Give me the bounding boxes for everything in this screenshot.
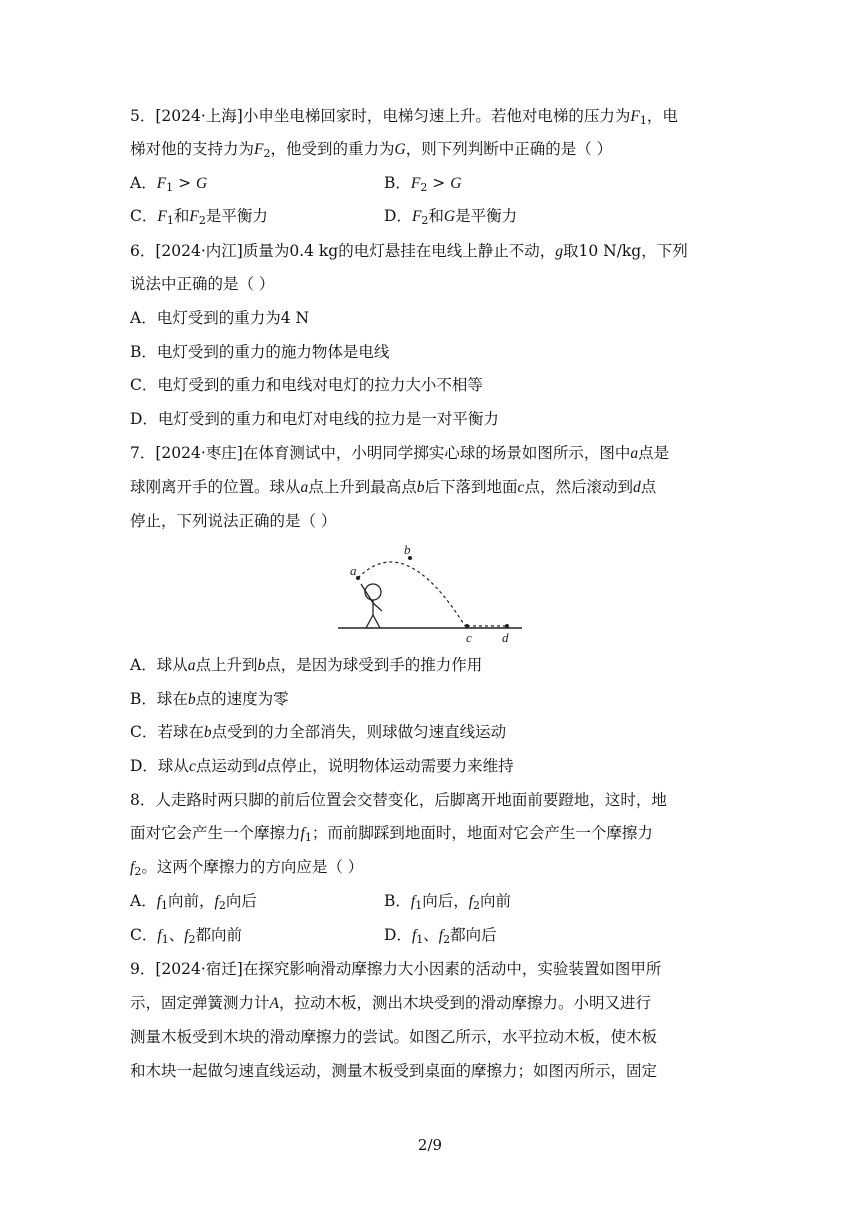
math-subscript: 2 [263, 147, 271, 160]
point-d-dot [505, 624, 509, 628]
q5-option-c: C．$F_1$和$F_2$是平衡力 [130, 207, 268, 227]
math-symbol: f [468, 893, 474, 910]
q6-line-2: 说法中正确的是（ ） [130, 275, 275, 293]
q9-line-2: 示，固定弹簧测力计A，拉动木板，测出木块受到的滑动摩擦力。小明又进行 [130, 994, 651, 1012]
q7-line-2: 球刚离开手的位置。球从a点上升到最高点b后下落到地面c点，然后滚动到d点 [130, 478, 657, 496]
math-symbol: a [187, 657, 196, 674]
math-symbol: G [394, 141, 406, 158]
q9-line-4: 和木块一起做匀速直线运动，测量木板受到桌面的摩擦力；如图丙所示，固定 [130, 1062, 658, 1080]
label-c: c [466, 630, 472, 645]
math-subscript: 1 [415, 899, 423, 912]
math-symbol: G [196, 175, 208, 192]
math-symbol: G [450, 175, 462, 192]
math-subscript: 1 [161, 933, 169, 946]
q6-option-b: B．电灯受到的重力的施力物体是电线 [130, 343, 390, 361]
math-symbol: f [214, 893, 219, 910]
math-symbol: g [555, 243, 563, 260]
math-symbol: a [630, 445, 639, 462]
math-subscript: 2 [443, 933, 451, 946]
math-symbol: a [300, 479, 309, 496]
math-subscript: 2 [421, 214, 429, 227]
q7-option-c: C．若球在b点受到的力全部消失，则球做匀速直线运动 [130, 723, 507, 741]
math-symbol: G [443, 208, 456, 225]
q7-option-d: D．球从c点运动到d点停止，说明物体运动需要力来维持 [130, 757, 514, 775]
q8-line-1: 8．人走路时两只脚的前后位置会交替变化，后脚离开地面前要蹬地，这时，地 [130, 791, 667, 809]
math-symbol: f [411, 927, 417, 944]
math-symbol: f [410, 893, 416, 910]
math-symbol: F [410, 175, 421, 192]
math-symbol: b [203, 724, 212, 741]
q7-option-b: B．球在b点的速度为零 [130, 690, 289, 708]
math-symbol: F [189, 208, 199, 225]
math-subscript: 1 [416, 933, 424, 946]
math-symbol: F [411, 208, 422, 225]
math-symbol: d [632, 479, 641, 496]
math-symbol: f [156, 893, 162, 910]
math-subscript: 1 [639, 114, 647, 127]
math-symbol: c [188, 758, 196, 775]
q5-option-b: B．$F_2 > G$ [384, 174, 462, 194]
q8-option-d: D．$f_1$、$f_2$都向后 [384, 926, 497, 946]
label-d: d [502, 630, 509, 645]
q8-line-3: $f_2$。这两个摩擦力的方向应是（ ） [130, 858, 364, 878]
q5-line-2: 梯对他的支持力为$F_2$，他受到的重力为G，则下列判断中正确的是（ ） [130, 140, 613, 160]
point-a-dot [356, 576, 360, 580]
q5-option-d: D．$F_2$和G是平衡力 [384, 207, 518, 227]
math-subscript: 1 [166, 214, 174, 227]
math-symbol: A [269, 995, 279, 1012]
label-a: a [350, 563, 357, 578]
q6-option-c: C．电灯受到的重力和电线对电灯的拉力大小不相等 [130, 376, 483, 394]
q7-option-a: A．球从a点上升到b点，是因为球受到手的推力作用 [130, 656, 483, 674]
q9-line-3: 测量木板受到木块的滑动摩擦力的尝试。如图乙所示，水平拉动木板，使木板 [130, 1028, 658, 1046]
math-symbol: b [187, 691, 196, 708]
math-symbol: f [438, 927, 444, 944]
q7-line-3: 停止，下列说法正确的是（ ） [130, 512, 337, 530]
math-subscript: 2 [134, 865, 142, 878]
q8-option-b: B．$f_1$向后，$f_2$向前 [384, 892, 512, 912]
math-subscript: 1 [304, 831, 312, 844]
math-symbol: f [130, 859, 135, 876]
math-subscript: 1 [161, 899, 169, 912]
math-symbol: b [257, 657, 266, 674]
q8-option-a: A．$f_1$向前，$f_2$向后 [130, 892, 257, 912]
math-symbol: F [254, 141, 264, 158]
math-symbol: b [416, 479, 425, 496]
student-figure [361, 584, 382, 628]
math-symbol: c [517, 479, 525, 496]
q5-line-1: 5．[2024·上海]小申坐电梯回家时，电梯匀速上升。若他对电梯的压力为$F_1$，电 [130, 107, 678, 127]
math-subscript: 2 [218, 899, 226, 912]
math-symbol: F [156, 175, 167, 192]
q8-line-2: 面对它会产生一个摩擦力$f_1$；而前脚踩到地面时，地面对它会产生一个摩擦力 [130, 824, 653, 844]
math-symbol: f [157, 927, 162, 944]
math-symbol: f [300, 825, 305, 842]
q7-line-1: 7．[2024·枣庄]在体育测试中，小明同学掷实心球的场景如图所示，图中a点是 [130, 444, 670, 462]
math-subscript: 2 [420, 181, 428, 194]
q9-line-1: 9．[2024·宿迁]在探究影响滑动摩擦力大小因素的活动中，实验装置如图甲所 [130, 960, 662, 978]
q6-line-1: 6．[2024·内江]质量为0.4 kg的电灯悬挂在电线上静止不动，g取10 N/kg，下列 [130, 242, 688, 260]
q5-option-a: A．$F_1 > G$ [130, 174, 208, 194]
math-subscript: 2 [198, 214, 206, 227]
q6-option-a: A．电灯受到的重力为4 N [130, 309, 310, 327]
point-c-dot [465, 624, 469, 628]
math-subscript: 1 [166, 181, 174, 194]
math-symbol: F [157, 208, 167, 225]
math-subscript: 2 [188, 933, 196, 946]
math-subscript: 2 [473, 899, 481, 912]
math-symbol: d [257, 758, 266, 775]
q8-option-c: C．$f_1$、$f_2$都向前 [130, 926, 243, 946]
ball-throw-figure [330, 542, 530, 648]
page-number: 2/9 [417, 1136, 443, 1154]
math-symbol: f [184, 927, 189, 944]
math-symbol: F [630, 108, 640, 125]
label-b: b [404, 542, 411, 557]
q6-option-d: D．电灯受到的重力和电灯对电线的拉力是一对平衡力 [130, 410, 499, 428]
